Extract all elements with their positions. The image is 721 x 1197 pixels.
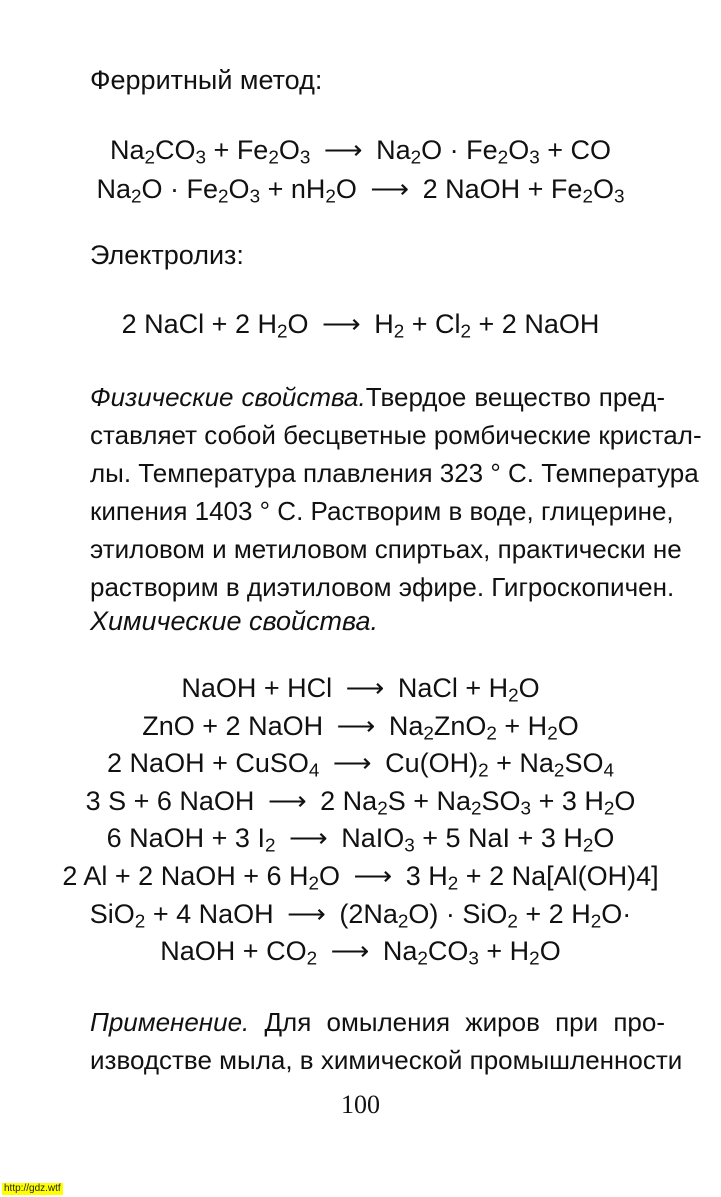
application-title: Применение. — [90, 1007, 250, 1037]
physical-properties-line-6: растворим в диэтиловом эфире. Гигроскопичен. — [90, 572, 675, 602]
equation-ferrite-2: $Na_2O \cdot Fe_2O_3 + nH_2O$ ⟶ 2 NaOH + $Fe_2O_3$ — [96, 174, 625, 208]
electrolysis-heading: Электролиз: — [90, 240, 244, 270]
chemical-properties-title: Химические свойства. — [90, 606, 379, 636]
ferrite-method-heading: Ферритный метод: — [90, 65, 323, 95]
reaction-equation: NaOH + $CO_2$ ⟶ $Na_2CO_3 + H_2O$ — [160, 936, 561, 970]
application-line-1: Применение. Для омыления жиров при про- — [90, 1007, 665, 1037]
physical-properties-line-3: лы. Температура плавления 323 ° С. Температура — [90, 458, 699, 488]
physical-properties-line-5: этиловом и метиловом спиртьах, практически не — [90, 534, 682, 564]
physical-properties-line-1: Физические свойства.Твердое вещество пред- — [90, 382, 665, 412]
reaction-equation: SiO$_2$ + 4 NaOH ⟶ $(2Na_2O) \cdot SiO_2 + 2$ $H_2O\cdot$ — [89, 899, 632, 933]
reaction-equation: 3 S + 6 NaOH ⟶ 2 $Na_2S + Na_2SO_3 + 3$ $H_2O$ — [85, 786, 636, 820]
reaction-equation: ZnO + 2 NaOH ⟶ $Na_2ZnO_2 + H_2O$ — [142, 711, 579, 745]
reaction-equation: NaOH + HCl ⟶ NaCl + $H_2O$ — [181, 673, 540, 707]
physical-properties-line-4: кипения 1403 ° С. Растворим в воде, глицерине, — [90, 496, 674, 526]
watermark-link[interactable]: http://gdz.wtf — [4, 1183, 61, 1194]
physical-properties-line-2: ставляет собой бесцветные ромбические кристал- — [90, 420, 702, 450]
equation-electrolysis: 2 NaCl + 2 $H_2O$ ⟶ $H_2 + Cl_2 + 2$ NaOH — [121, 309, 600, 343]
reaction-equation: 6 NaOH + 3 $I_2$ ⟶ NaIO$_3$ + 5 NaI + 3 $H_2O$ — [106, 823, 615, 857]
reaction-equation: 2 Al + 2 NaOH + 6 $H_2O$ ⟶ 3 $H_2 + 2$ Na[Al(OH)4] — [62, 861, 659, 895]
physical-properties-title: Физические свойства. — [90, 382, 366, 412]
page-number: 100 — [341, 1090, 380, 1119]
reaction-equation: 2 NaOH + CuSO$_4$ ⟶ $Cu(OH)_2 + Na_2SO_4$ — [107, 748, 614, 782]
equation-ferrite-1: $Na_2CO_3 + Fe_2O_3$ ⟶ $Na_2O \cdot Fe_2O_3$ + CO — [110, 135, 611, 169]
application-line-2: изводстве мыла, в химической промышленности — [90, 1045, 683, 1075]
